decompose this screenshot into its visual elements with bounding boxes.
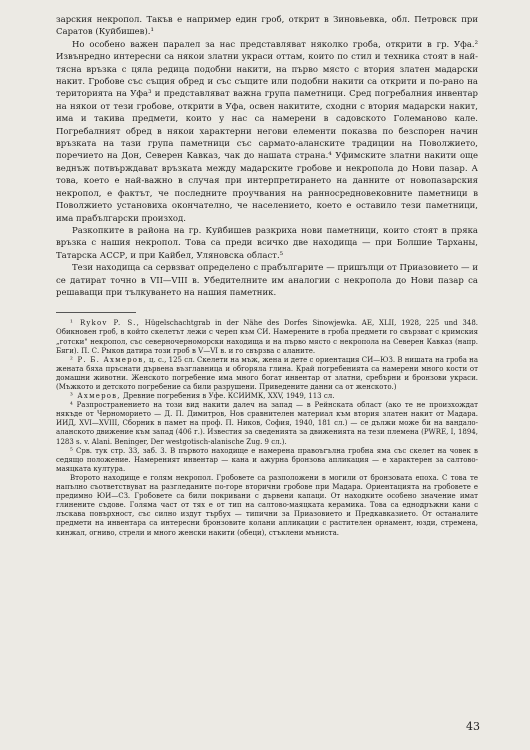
main-text (56, 14, 478, 299)
footnote-2-text: ц. с., 125 сл. Скелети на мъж, жена и дете с ориентация СИ—ЮЗ. В нишата на гроба на жената бяха пръснати дървена възглавница и обгорялa глина. Край погребенията са намерени много кости от домашни животни. Женското погребение има много богат инвентар от златни, сребърни и бронзови украси. (Мъжкото и детското погребение са били разрушени. Приведените данни са от женското.) (56, 355, 479, 391)
page-number: 43 (466, 720, 480, 733)
footnote-2 (56, 356, 478, 392)
footnote-3-text: Древние погребения в Уфе. КСИИМК, XXV, 1949, 113 сл. (120, 392, 335, 401)
paragraph-3: Разкопките в района на гр. Куйбишев разкриха нови паметници, които стоят в пряка връзка с нашия некропол. Това са преди всичко две находища — при Болшие Тарханы, Татарска АССР, и при Кайбел, Уляновска област.⁵ (56, 225, 478, 261)
footnote-1 (56, 319, 478, 355)
paragraph-1: зарския некропол. Такъв е например един гроб, открит в Зиновьевка, обл. Петровск при Саратов (Куйбишев).¹ (56, 15, 478, 38)
footnote-5-lead: ⁵ (70, 446, 73, 455)
footnote-4-lead: ⁴ (70, 401, 73, 410)
footnote-4-text: Разпространението на този вид накити далеч на запад — в Рейнската област (ако те не произхождат някъде от Черноморието — Д. П. Димитров, Нов сравнителен материал към втория златен накит от Мадара. ИИД, XVI—XVIII, Сборник в памет на проф. П. Ников, София, 1940, 181 сл.) — се дължи може би на вандало-аланското движение към запад (406 г.). Известия за сведенията за движенията на тези племена (PWRE, I, 1894, 1283 s. v. Alani. Beninger, Der westgotisch-alanische Zug. 9 сл.). (56, 401, 478, 446)
paragraph-2: Но особено важен паралел за нас представляват няколко гроба, открити в гр. Уфа.² Извънредно интересни са някои златни украси оттам, които по стил и техника стоят в най-тясна връзка с цяла редица подобни накити, на първо място с втория златен мадарски накит. Гробове със същия обред и със същите или подобни накити са открити и по-рано на територията на Уфа³ и представляват важна група паметници. Сред погребалния инвентар на някои от тези гробове, открити в Уфа, освен накитите, сходни с втория мадарски накит, има и такива предмети, които у нас са намерени в садовското Големаново кале. Погребалният обред в някои характерни негови елементи показва по безспорен начин връзката на тази група паметници със сармато-аланските традиции на Поволжието, поречието на Дон, Северен Кавказ, чак до нашата страна.⁴ Уфимските златни накити още веднъж потвърждават връзката между мадарските гробове и некропола до Нови пазар. А това, което е най-важно в случая при интерпретирането на данните от новопазарския некропол, е фактът, че последните проучвания на ранносредновековните паметници в Поволжието установиха окончателно, че населението, което е оставило тези паметници, има прабългарски произход. (56, 39, 478, 224)
footnote-3 (56, 392, 478, 401)
footnote-4 (56, 401, 478, 446)
footnote-6-text: Второто находище е голям некропол. Гробовете са разположени в могили от бронзовата епоха. С това те напълно съответствуват на разгледаните по-горе вторични гробове при Мадара. Ориентацията на гробовете е предимно ЮИ—СЗ. Гробовете са били покривани с дървени капаци. От находките особено значение имат глинените съдове. Голяма част от тях е от тип на салтово-маяцката керамика. Това са еднодръжни кани с лъскава повърхност, със силно издут търбух — типични за Приазовието и Предкавказието. От останалите предмети на инвентара са интересни бронзовите колани апликации с растителен орнамент, юзди, стремена, кинжал, огниво, стрели и много женски накити (обеци), стъклени мъниста. (56, 473, 478, 537)
footnote-3-lead: ³ Ахмеров, (70, 392, 121, 401)
footnote-5-continued (56, 474, 478, 538)
footnote-5-text: Срв. тук стр. 33, заб. 3. В първото находище е намерена правоъгълна гробна яма със скелет на човек в седящо положение. Намереният инвентар — кана и ажурна бронзова апликация — е характерен за салтово-маяцката култура. (56, 446, 478, 473)
footnote-1-text: Hügelschachtgrab in der Nähe des Dorfes Sinowjewka. AE, XLII, 1928, 225 und 348. Обикновен гроб, в който скелетът лежи с череп към СИ. Намерените в гроба предмети го свързват с кримския „готски" некропол, със северночерноморски находища и на първо място с некропола на Северен Кавказ (напр. Бяги). П. С. Рыков датира този гроб в V—VI в. и го свързва с аланите. (56, 319, 479, 355)
footnote-5 (56, 447, 478, 474)
footnotes (56, 319, 478, 537)
paragraph-4: Тези находища са сервзват определено с прабългарите — пришълци от Приазовието — и се датират точно в VII—VIII в. Убедителните им аналогии с некропола до Нови пазар са решаващи при тълкуването на нашия паметник. (56, 263, 478, 298)
footnote-2-lead: ² Р. Б. Ахмеров, (70, 355, 147, 364)
footnote-1-lead: ¹ Rykov P. S., (70, 319, 141, 328)
footnote-separator (56, 312, 136, 313)
